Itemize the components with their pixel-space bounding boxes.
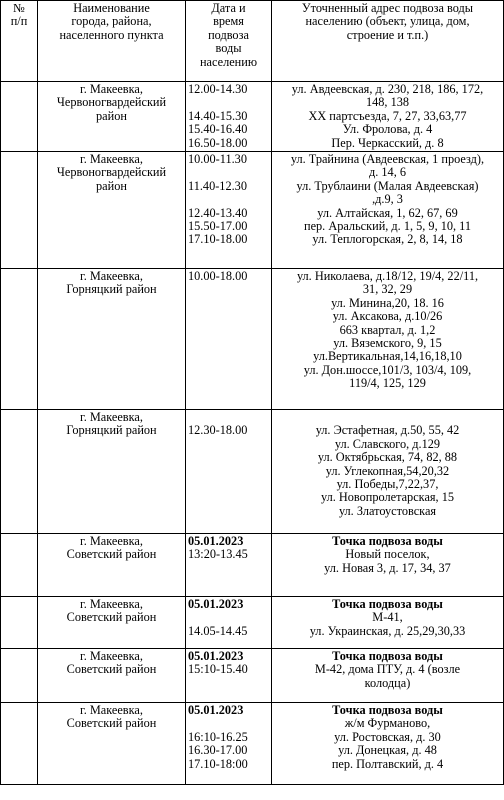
cell-num bbox=[1, 410, 38, 534]
text-line: Советский район bbox=[66, 547, 157, 562]
text-line: г. Макеевка, bbox=[80, 82, 143, 96]
delivery-date: 05.01.2023 bbox=[188, 649, 244, 664]
table-row bbox=[1, 597, 504, 649]
text-line: М-42, дома ПТУ, д. 4 (возле bbox=[314, 662, 461, 677]
text-line: ул. Златоустовская bbox=[338, 503, 437, 518]
text-line: населению (объект, улица, дом, bbox=[305, 14, 470, 29]
cell-address bbox=[272, 410, 504, 534]
text-line: г. Макеевка, bbox=[80, 269, 143, 284]
text-line: 16.50-18.00 bbox=[188, 135, 248, 150]
text-line: 12.30-18.00 bbox=[188, 423, 248, 438]
text-line: 16:10-16.25 bbox=[188, 729, 248, 744]
text-line: Уточненный адрес подвоза воды bbox=[301, 1, 474, 15]
header-num bbox=[1, 1, 38, 82]
text-line: колодца) bbox=[364, 675, 411, 690]
text-line: ул. Ростовская, д. 30 bbox=[334, 729, 441, 744]
text-line: г. Макеевка, bbox=[80, 152, 143, 167]
text-line: М-41, bbox=[372, 610, 403, 625]
text-line: ул. Трайнина (Авдеевская, 1 проезд), bbox=[290, 152, 485, 167]
text-line: ул. Углекопная,54,20,32 bbox=[325, 463, 450, 478]
text-line: д. 14, 6 bbox=[369, 165, 406, 180]
text-line: район bbox=[96, 178, 127, 193]
table-row bbox=[1, 269, 504, 410]
text-line: 148, 138 bbox=[365, 95, 410, 110]
cell-num bbox=[1, 597, 38, 649]
cell-district bbox=[38, 703, 186, 785]
text-line: Новый поселок, bbox=[345, 547, 430, 562]
text-line: 15.40-16.40 bbox=[188, 122, 248, 137]
table-row bbox=[1, 703, 504, 785]
cell-time bbox=[186, 152, 272, 269]
text-line: Ул. Фролова, д. 4 bbox=[342, 122, 433, 137]
cell-address bbox=[272, 152, 504, 269]
text-line: 15.50-17.00 bbox=[188, 219, 248, 234]
text-line: ХХ партсъезда, 7, 27, 33,63,77 bbox=[308, 108, 467, 123]
table-row bbox=[1, 649, 504, 703]
text-line: 14.05-14.45 bbox=[188, 623, 248, 638]
text-line: ул. Эстафетная, д.50, 55, 42 bbox=[315, 423, 460, 438]
text-line: ул. Авдеевская, д. 230, 218, 186, 172, bbox=[291, 82, 484, 96]
cell-address bbox=[272, 82, 504, 152]
text-line: ул. Трублаини (Малая Авдеевская) bbox=[296, 178, 479, 193]
text-line: г. Макеевка, bbox=[80, 534, 143, 549]
cell-district bbox=[38, 152, 186, 269]
table-row bbox=[1, 534, 504, 597]
text-line: 14.40-15.30 bbox=[188, 108, 248, 123]
text-line: подвоза bbox=[208, 27, 249, 42]
cell-time bbox=[186, 82, 272, 152]
cell-district bbox=[38, 410, 186, 534]
text-line: г. Макеевка, bbox=[80, 703, 143, 718]
cell-time bbox=[186, 597, 272, 649]
cell-time bbox=[186, 703, 272, 785]
spacer bbox=[188, 166, 269, 179]
text-line: ул. Алтайская, 1, 62, 67, 69 bbox=[317, 205, 458, 220]
text-line: населению bbox=[199, 54, 258, 69]
cell-district bbox=[38, 649, 186, 703]
text-line: 10.00-11.30 bbox=[188, 152, 247, 167]
text-line: Червоногвардейский bbox=[56, 95, 167, 110]
text-line: район bbox=[96, 108, 127, 123]
text-line: Советский район bbox=[66, 610, 157, 625]
text-line: ул. Минина,20, 18. 16 bbox=[331, 295, 444, 310]
text-line: 15:10-15.40 bbox=[188, 662, 248, 677]
text-line: 11.40-12.30 bbox=[188, 178, 247, 193]
delivery-point-label: Точка подвоза воды bbox=[332, 534, 443, 549]
text-line: п/п bbox=[10, 14, 28, 29]
cell-num bbox=[1, 152, 38, 269]
delivery-point-label: Точка подвоза воды bbox=[332, 649, 443, 664]
spacer bbox=[188, 193, 269, 206]
text-line: ул. Новая 3, д. 17, 34, 37 bbox=[324, 560, 451, 575]
cell-num bbox=[1, 82, 38, 152]
table-row bbox=[1, 152, 504, 269]
cell-address bbox=[272, 534, 504, 597]
text-line: ул. Украинская, д. 25,29,30,33 bbox=[309, 623, 466, 638]
header-name bbox=[38, 1, 186, 82]
text-line: ул. Дон.шоссе,101/3, 103/4, 109, bbox=[303, 362, 472, 377]
text-line: 12.40-13.40 bbox=[188, 205, 248, 220]
cell-time bbox=[186, 649, 272, 703]
header-address bbox=[272, 1, 504, 82]
spacer bbox=[188, 717, 269, 730]
cell-num bbox=[1, 534, 38, 597]
table-row bbox=[1, 82, 504, 152]
text-line: 17.10-18:00 bbox=[188, 756, 248, 771]
text-line: 10.00-18.00 bbox=[188, 269, 248, 284]
table-header-row bbox=[1, 1, 504, 82]
text-line: города, района, bbox=[71, 14, 152, 29]
cell-address bbox=[272, 597, 504, 649]
text-line: Горняцкий район bbox=[66, 282, 157, 297]
text-line: 119/4, 125, 129 bbox=[349, 376, 426, 391]
text-line: ул.Вертикальная,14,16,18,10 bbox=[313, 349, 462, 364]
cell-district bbox=[38, 269, 186, 410]
cell-address bbox=[272, 703, 504, 785]
text-line: ул. Победы,7,22,37, bbox=[336, 477, 439, 492]
text-line: 12.00-14.30 bbox=[188, 82, 248, 96]
spacer bbox=[188, 96, 269, 109]
text-line: ул. Донецкая, д. 48 bbox=[338, 743, 437, 758]
cell-address bbox=[272, 269, 504, 410]
text-line: г. Макеевка, bbox=[80, 410, 143, 425]
text-line: г. Макеевка, bbox=[80, 649, 143, 664]
text-line: ,д.9, 3 bbox=[372, 192, 403, 207]
text-line: пер. Полтавский, д. 4 bbox=[331, 756, 444, 771]
cell-num bbox=[1, 703, 38, 785]
text-line: ул. Новопролетарская, 15 bbox=[320, 490, 455, 505]
text-line: 663 квартал, д. 1,2 bbox=[339, 322, 436, 337]
text-line: ж/м Фурманово, bbox=[344, 716, 431, 731]
cell-num bbox=[1, 269, 38, 410]
cell-time bbox=[186, 410, 272, 534]
text-line: строение и т.п.) bbox=[346, 27, 429, 42]
delivery-date: 05.01.2023 bbox=[188, 703, 244, 718]
cell-address bbox=[272, 649, 504, 703]
text-line: ул. Теплогорская, 2, 8, 14, 18 bbox=[312, 232, 463, 247]
table-row bbox=[1, 410, 504, 534]
text-line: воды bbox=[215, 41, 242, 56]
text-line: Советский район bbox=[66, 662, 157, 677]
delivery-date: 05.01.2023 bbox=[188, 597, 244, 612]
text-line: г. Макеевка, bbox=[80, 597, 143, 612]
text-line: Червоногвардейский bbox=[56, 165, 167, 180]
cell-district bbox=[38, 82, 186, 152]
cell-district bbox=[38, 597, 186, 649]
cell-time bbox=[186, 534, 272, 597]
text-line: ул. Славского, д.129 bbox=[334, 436, 441, 451]
text-line: 31, 32, 29 bbox=[362, 282, 413, 297]
text-line: 13:20-13.45 bbox=[188, 547, 248, 562]
text-line: ул. Октябрьская, 74, 82, 88 bbox=[317, 450, 458, 465]
text-line: 16.30-17.00 bbox=[188, 743, 248, 758]
spacer bbox=[188, 611, 269, 624]
text-line: № bbox=[13, 1, 25, 15]
text-line: пер. Аральский, д. 1, 5, 9, 10, 11 bbox=[304, 219, 471, 234]
text-line: Советский район bbox=[66, 716, 157, 731]
text-line: населенного пункта bbox=[59, 27, 164, 42]
cell-time bbox=[186, 269, 272, 410]
delivery-point-label: Точка подвоза воды bbox=[332, 703, 443, 718]
spacer bbox=[274, 411, 501, 424]
delivery-date: 05.01.2023 bbox=[188, 534, 244, 549]
text-line: время bbox=[213, 14, 244, 29]
header-time bbox=[186, 1, 272, 82]
spacer bbox=[188, 411, 269, 424]
text-line: 17.10-18.00 bbox=[188, 232, 248, 247]
cell-num bbox=[1, 649, 38, 703]
text-line: ул. Николаева, д.18/12, 19/4, 22/11, bbox=[296, 269, 479, 284]
text-line: ул. Вяземского, 9, 15 bbox=[333, 336, 442, 351]
text-line: Наименование bbox=[73, 1, 150, 15]
text-line: Пер. Черкасский, д. 8 bbox=[331, 135, 444, 150]
delivery-point-label: Точка подвоза воды bbox=[332, 597, 443, 612]
text-line: Дата и bbox=[211, 1, 246, 15]
text-line: Горняцкий район bbox=[66, 423, 157, 438]
text-line: ул. Аксакова, д.10/26 bbox=[332, 309, 443, 324]
cell-district bbox=[38, 534, 186, 597]
